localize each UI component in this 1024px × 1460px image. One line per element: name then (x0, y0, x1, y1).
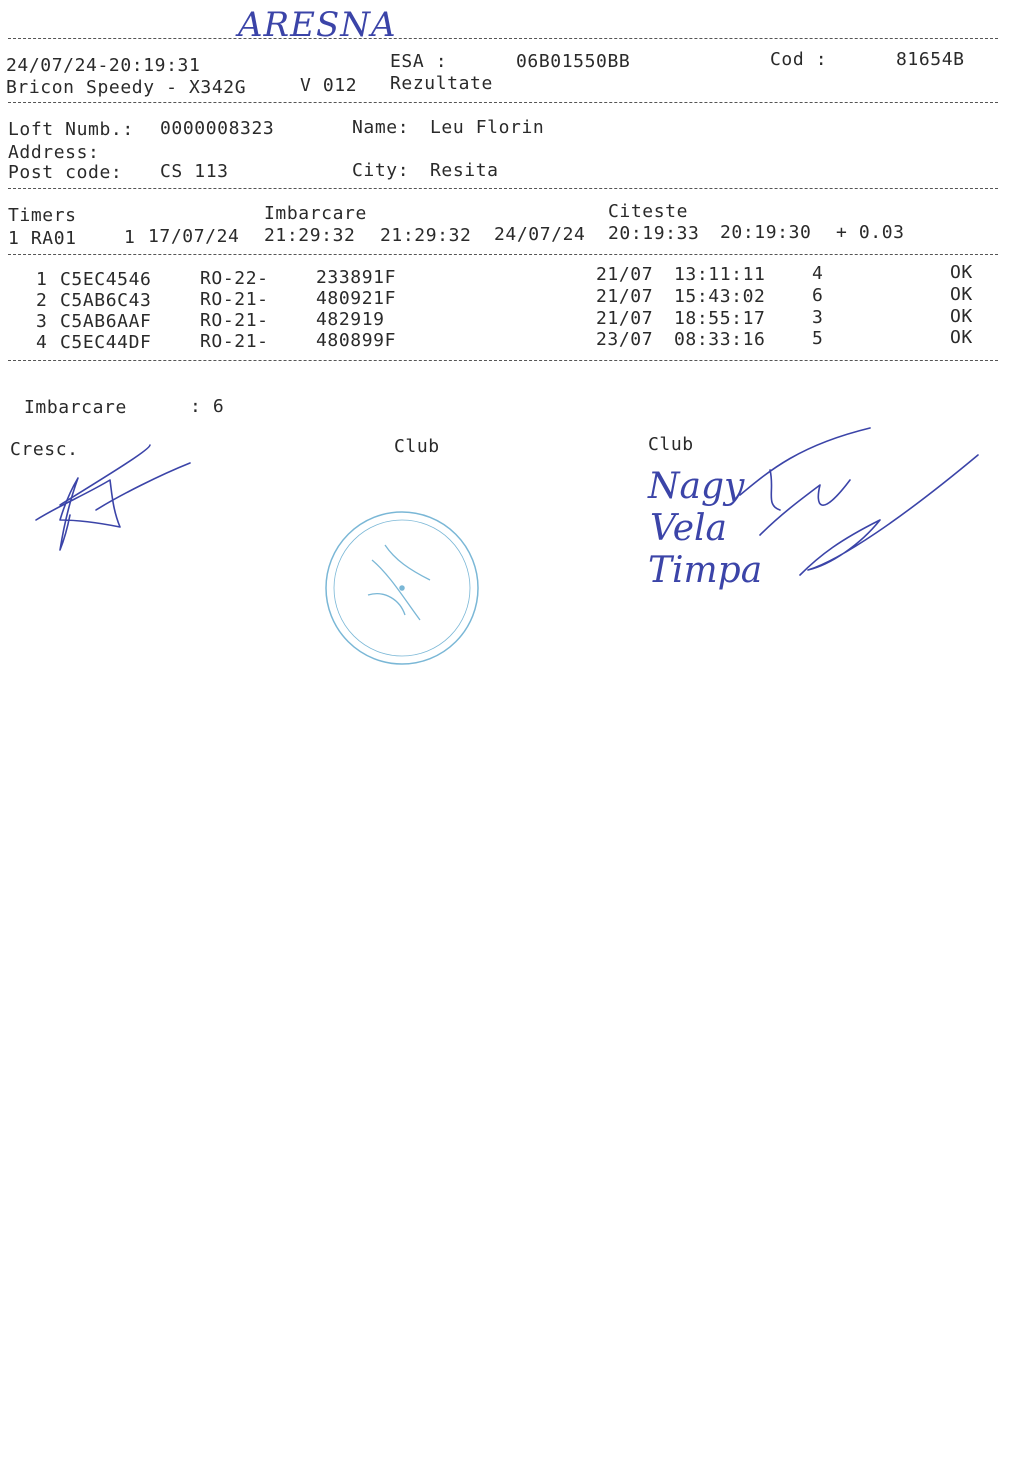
arrival-date: 23/07 (596, 329, 654, 350)
read-date: 24/07/24 (494, 224, 586, 245)
timer-id: 1 RA01 (8, 228, 77, 249)
address-label: Address: (8, 142, 100, 163)
status: OK (950, 306, 973, 327)
position: 5 (812, 328, 824, 349)
arrival-time: 15:43:02 (674, 286, 766, 307)
row-number: 2 (36, 290, 48, 311)
status: OK (950, 327, 973, 348)
club-signature-strokes (740, 428, 978, 575)
ring-number: 482919 (316, 309, 385, 330)
club-stamp (326, 512, 478, 664)
esa-label: ESA : (390, 51, 448, 72)
loft-number-label: Loft Numb.: (8, 119, 134, 140)
status: OK (950, 284, 973, 305)
embark-date: 17/07/24 (148, 226, 240, 247)
club-label-stamp: Club (394, 436, 440, 457)
summary-imbarcare-value: : 6 (190, 396, 225, 417)
arrival-time: 08:33:16 (674, 329, 766, 350)
arrival-time: 13:11:11 (674, 264, 766, 285)
report-type: Rezultate (390, 73, 493, 94)
arrival-date: 21/07 (596, 264, 654, 285)
post-code-value: CS 113 (160, 161, 229, 182)
breeder-signature-label: Cresc. (10, 439, 79, 460)
arrival-time: 18:55:17 (674, 308, 766, 329)
row-number: 1 (36, 269, 48, 290)
ring-number: 233891F (316, 267, 397, 288)
device-version: V 012 (300, 75, 358, 96)
row-number: 4 (36, 332, 48, 353)
post-code-label: Post code: (8, 162, 123, 183)
handwritten-title: ARESNA (238, 5, 397, 45)
device-name: Bricon Speedy - X342G (6, 77, 247, 98)
signatures-drawing (0, 0, 1024, 700)
chip-id: C5AB6AAF (60, 311, 152, 332)
timers-label: Timers (8, 205, 77, 226)
club-signatures (647, 466, 762, 591)
imbarcare-header: Imbarcare (264, 203, 367, 224)
ring-prefix: RO-22- (200, 268, 269, 289)
ring-prefix: RO-21- (200, 331, 269, 352)
ring-prefix: RO-21- (200, 310, 269, 331)
embark-time-1: 21:29:32 (264, 225, 356, 246)
esa-value: 06B01550BB (516, 51, 631, 72)
embark-time-2: 21:29:32 (380, 225, 472, 246)
cod-label: Cod : (770, 49, 828, 70)
ring-prefix: RO-21- (200, 289, 269, 310)
chip-id: C5EC44DF (60, 332, 152, 353)
city-value: Resita (430, 160, 499, 181)
cod-value: 81654B (896, 49, 965, 70)
timer-index: 1 (124, 227, 136, 248)
name-value: Leu Florin (430, 117, 545, 138)
read-time-1: 20:19:33 (608, 223, 700, 244)
signature-name-vela: Vela (650, 508, 727, 549)
chip-id: C5AB6C43 (60, 290, 152, 311)
position: 6 (812, 285, 824, 306)
signature-name-timpa: Timpa (648, 550, 763, 591)
citeste-header: Citeste (608, 201, 689, 222)
row-number: 3 (36, 311, 48, 332)
chip-id: C5EC4546 (60, 269, 152, 290)
loft-number-value: 0000008323 (160, 118, 275, 139)
ring-number: 480899F (316, 330, 397, 351)
position: 4 (812, 263, 824, 284)
name-label: Name: (352, 117, 410, 138)
ring-number: 480921F (316, 288, 397, 309)
read-time-2: 20:19:30 (720, 222, 812, 243)
status: OK (950, 262, 973, 283)
club-label-signatures: Club (648, 434, 694, 455)
signature-name-nagy: Nagy (648, 466, 745, 507)
summary-imbarcare-label: Imbarcare (24, 397, 127, 418)
clock-difference: + 0.03 (836, 222, 905, 243)
arrival-date: 21/07 (596, 286, 654, 307)
breeder-signature (36, 445, 190, 550)
position: 3 (812, 307, 824, 328)
arrival-date: 21/07 (596, 308, 654, 329)
report-datetime: 24/07/24-20:19:31 (6, 55, 201, 76)
city-label: City: (352, 160, 410, 181)
